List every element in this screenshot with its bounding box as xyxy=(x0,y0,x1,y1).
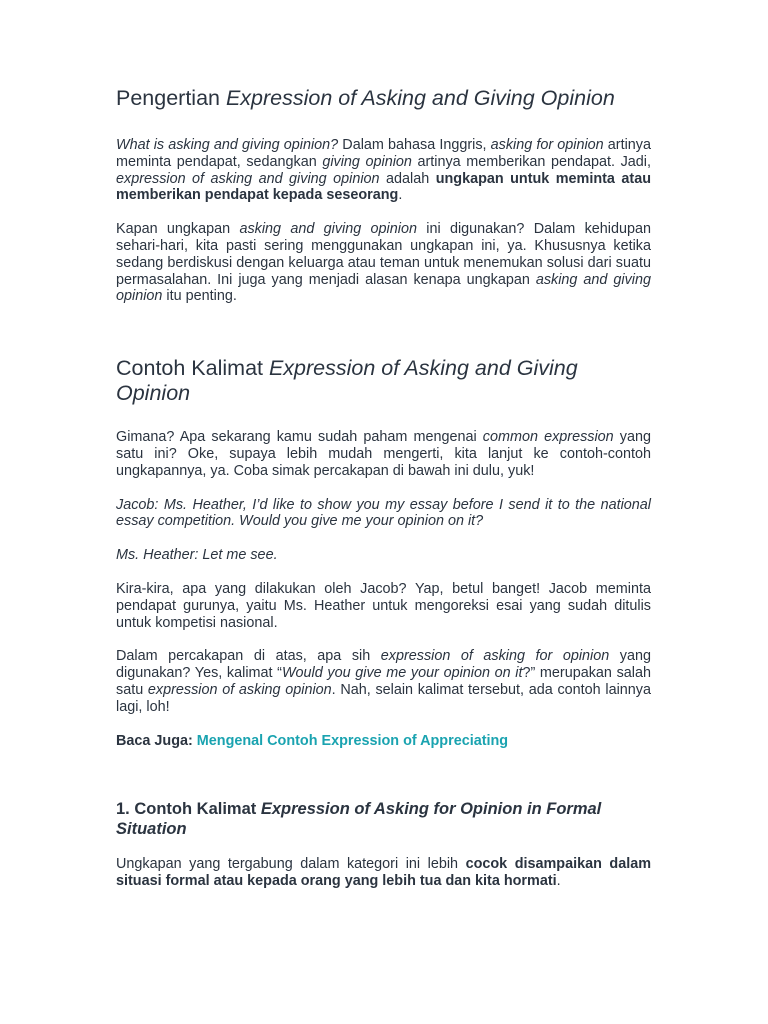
paragraph-explanation: Kira-kira, apa yang dilakukan oleh Jacob? Yap, betul banget! Jacob meminta pendapat gurunya, yaitu Ms. Heather untuk mengoreksi esai yang sudah ditulis untuk kompetisi nasional. xyxy=(116,580,651,631)
paragraph-definition: What is asking and giving opinion? Dalam bahasa Inggris, asking for opinion artinya meminta pendapat, sedangkan giving opinion artinya memberikan pendapat. Jadi, expression of asking and giving opinion adalah ungkapan untuk meminta atau memberikan pendapat kepada seseorang. xyxy=(116,137,651,204)
baca-juga xyxy=(116,733,651,750)
article-content xyxy=(116,86,651,890)
baca-juga-label: Baca Juga: xyxy=(116,732,197,749)
paragraph-expression-used: Dalam percakapan di atas, apa sih expression of asking for opinion yang digunakan? Yes, kalimat “Would you give me your opinion on it?” merupakan salah satu expression of asking opinion. Nah, selain kalimat tersebut, ada contoh lainnya lagi, loh! xyxy=(116,648,651,715)
dialog-ms-heather: Ms. Heather: Let me see. xyxy=(116,547,278,564)
heading-formal-situation: 1. Contoh Kalimat Expression of Asking for Opinion in Formal Situation xyxy=(116,800,602,838)
paragraph-intro-examples: Gimana? Apa sekarang kamu sudah paham mengenai common expression yang satu ini? Oke, supaya lebih mudah mengerti, kita lanjut ke contoh-contoh ungkapannya, ya. Coba simak percakapan di bawah ini dulu, yuk! xyxy=(116,429,651,479)
paragraph-usage: Kapan ungkapan asking and giving opinion ini digunakan? Dalam kehidupan sehari-hari, kita pasti sering menggunakan ungkapan ini, ya. Khususnya ketika sedang berdiskusi dengan keluarga atau teman untuk menemukan solusi dari suatu permasalahan. Ini juga yang menjadi alasan kenapa ungkapan asking and giving opinion itu penting. xyxy=(116,221,651,305)
baca-juga-link[interactable]: Mengenal Contoh Expression of Appreciating xyxy=(196,732,509,749)
dialog-jacob: Jacob: Ms. Heather, I’d like to show you my essay before I send it to the national essay competition. Would you give me your opinion on it? xyxy=(116,496,651,530)
paragraph-formal: Ungkapan yang tergabung dalam kategori ini lebih cocok disampaikan dalam situasi formal atau kepada orang yang lebih tua dan kita hormati. xyxy=(116,856,652,890)
heading-contoh-kalimat: Contoh Kalimat Expression of Asking and Giving Opinion xyxy=(116,356,578,406)
heading-pengertian: Pengertian Expression of Asking and Giving Opinion xyxy=(116,86,615,110)
